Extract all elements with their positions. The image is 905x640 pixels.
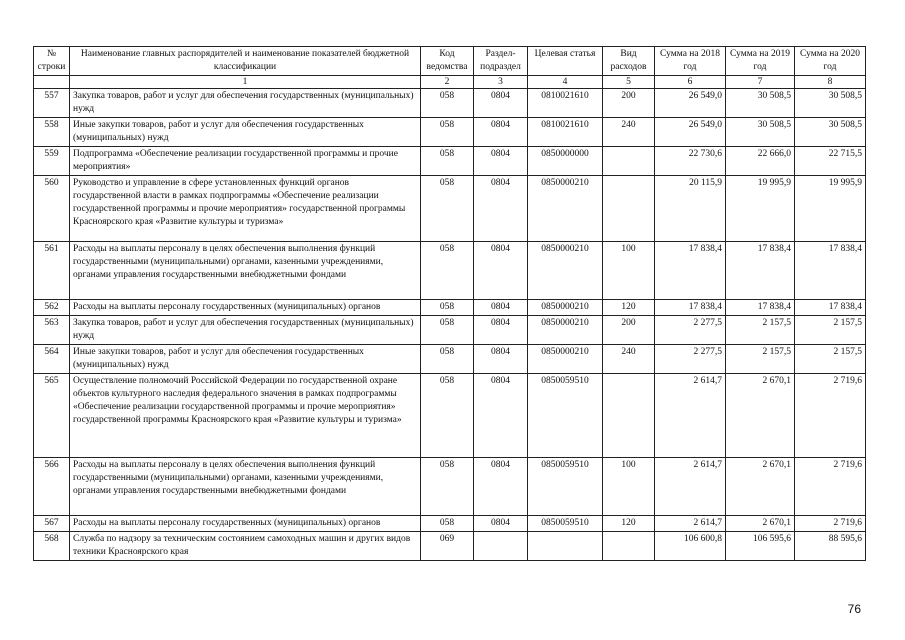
row-dept-code: 058	[421, 516, 474, 532]
row-target-code	[528, 532, 603, 561]
row-name: Расходы на выплаты персоналу в целях обеспечения выполнения функций государственными (муниципальными) органами, казенными учреждениями, органами управления государственными внебюджетными фондами	[70, 458, 421, 516]
row-expense-type	[603, 176, 655, 242]
row-number: 566	[34, 458, 70, 516]
row-sum-2020: 19 995,9	[795, 176, 866, 242]
row-sum-2020: 2 719,6	[795, 458, 866, 516]
row-sum-2018: 22 730,6	[655, 147, 726, 176]
header-type: Вид расходов	[603, 47, 655, 76]
row-sum-2019: 30 508,5	[726, 118, 795, 147]
row-target-code: 0850059510	[528, 374, 603, 458]
header-section: Раздел-подраздел	[474, 47, 528, 76]
row-sum-2018: 20 115,9	[655, 176, 726, 242]
table-row	[34, 89, 866, 118]
header-name: Наименование главных распорядителей и наименование показателей бюджетной классификации	[70, 47, 421, 76]
table-row	[34, 316, 866, 345]
row-sum-2020: 2 157,5	[795, 345, 866, 374]
row-sum-2018: 2 614,7	[655, 458, 726, 516]
row-target-code: 0850000210	[528, 176, 603, 242]
row-dept-code: 058	[421, 176, 474, 242]
row-sum-2019: 2 157,5	[726, 345, 795, 374]
row-expense-type: 100	[603, 242, 655, 300]
column-number: 4	[528, 76, 603, 89]
row-expense-type: 200	[603, 89, 655, 118]
row-name: Расходы на выплаты персоналу в целях обеспечения выполнения функций государственными (муниципальными) органами, казенными учреждениями, органами управления государственными внебюджетными фондами	[70, 242, 421, 300]
row-dept-code: 058	[421, 374, 474, 458]
column-number: 3	[474, 76, 528, 89]
row-target-code: 0850059510	[528, 516, 603, 532]
row-name: Осуществление полномочий Российской Федерации по государственной охране объектов культурного наследия федерального значения в рамках подпрограммы «Обеспечение реализации государственной программы и прочие мероприятия» государственной программы Красноярского края «Развитие культуры и туризма»	[70, 374, 421, 458]
row-section-code: 0804	[474, 316, 528, 345]
header-num: № строки	[34, 47, 70, 76]
row-section-code: 0804	[474, 345, 528, 374]
row-sum-2018: 17 838,4	[655, 300, 726, 316]
row-sum-2019: 2 670,1	[726, 516, 795, 532]
row-dept-code: 069	[421, 532, 474, 561]
row-number: 559	[34, 147, 70, 176]
row-sum-2018: 2 614,7	[655, 374, 726, 458]
row-number: 568	[34, 532, 70, 561]
row-target-code: 0810021610	[528, 118, 603, 147]
header-row	[34, 47, 866, 76]
row-section-code: 0804	[474, 176, 528, 242]
column-number: 2	[421, 76, 474, 89]
row-expense-type: 120	[603, 300, 655, 316]
column-number: 5	[603, 76, 655, 89]
row-sum-2020: 30 508,5	[795, 89, 866, 118]
header-target: Целевая статья	[528, 47, 603, 76]
row-name: Руководство и управление в сфере установленных функций органов государственной власти в рамках подпрограммы «Обеспечение реализации государственной программы и прочие мероприятия» государственной программы Красноярского края «Развитие культуры и туризма»	[70, 176, 421, 242]
row-sum-2019: 22 666,0	[726, 147, 795, 176]
row-sum-2019: 19 995,9	[726, 176, 795, 242]
row-dept-code: 058	[421, 242, 474, 300]
row-dept-code: 058	[421, 345, 474, 374]
row-target-code: 0810021610	[528, 89, 603, 118]
table-row	[34, 176, 866, 242]
row-sum-2020: 2 157,5	[795, 316, 866, 345]
row-name: Закупка товаров, работ и услуг для обеспечения государственных (муниципальных) нужд	[70, 89, 421, 118]
budget-table	[33, 46, 866, 561]
row-sum-2018: 2 614,7	[655, 516, 726, 532]
row-name: Закупка товаров, работ и услуг для обеспечения государственных (муниципальных) нужд	[70, 316, 421, 345]
row-section-code: 0804	[474, 118, 528, 147]
column-number: 1	[70, 76, 421, 89]
row-expense-type	[603, 532, 655, 561]
row-number: 560	[34, 176, 70, 242]
row-sum-2018: 17 838,4	[655, 242, 726, 300]
row-section-code: 0804	[474, 89, 528, 118]
row-target-code: 0850000000	[528, 147, 603, 176]
row-sum-2020: 17 838,4	[795, 300, 866, 316]
table-row	[34, 532, 866, 561]
row-section-code: 0804	[474, 516, 528, 532]
table-row	[34, 242, 866, 300]
row-number: 558	[34, 118, 70, 147]
header-dept: Код ведомства	[421, 47, 474, 76]
row-target-code: 0850000210	[528, 242, 603, 300]
row-expense-type: 240	[603, 345, 655, 374]
row-section-code: 0804	[474, 374, 528, 458]
row-expense-type: 240	[603, 118, 655, 147]
row-sum-2018: 26 549,0	[655, 118, 726, 147]
header-sum-2019: Сумма на 2019 год	[726, 47, 795, 76]
row-sum-2020: 30 508,5	[795, 118, 866, 147]
row-sum-2019: 30 508,5	[726, 89, 795, 118]
row-number: 557	[34, 89, 70, 118]
table-row	[34, 374, 866, 458]
row-number: 562	[34, 300, 70, 316]
table-row	[34, 118, 866, 147]
row-section-code: 0804	[474, 147, 528, 176]
row-section-code: 0804	[474, 242, 528, 300]
table-row	[34, 147, 866, 176]
row-name: Служба по надзору за техническим состоянием самоходных машин и других видов техники Красноярского края	[70, 532, 421, 561]
row-dept-code: 058	[421, 89, 474, 118]
table-row	[34, 345, 866, 374]
row-section-code: 0804	[474, 300, 528, 316]
header-sum-2020: Сумма на 2020 год	[795, 47, 866, 76]
row-target-code: 0850000210	[528, 300, 603, 316]
row-sum-2019: 2 670,1	[726, 374, 795, 458]
row-target-code: 0850000210	[528, 316, 603, 345]
row-sum-2020: 88 595,6	[795, 532, 866, 561]
table-row	[34, 300, 866, 316]
row-number: 567	[34, 516, 70, 532]
row-number: 563	[34, 316, 70, 345]
row-section-code	[474, 532, 528, 561]
row-expense-type: 200	[603, 316, 655, 345]
row-number: 564	[34, 345, 70, 374]
row-sum-2019: 106 595,6	[726, 532, 795, 561]
row-sum-2019: 2 670,1	[726, 458, 795, 516]
row-sum-2018: 2 277,5	[655, 345, 726, 374]
row-name: Подпрограмма «Обеспечение реализации государственной программы и прочие мероприятия»	[70, 147, 421, 176]
row-sum-2020: 22 715,5	[795, 147, 866, 176]
row-sum-2020: 17 838,4	[795, 242, 866, 300]
row-expense-type	[603, 147, 655, 176]
table-row	[34, 516, 866, 532]
row-sum-2018: 106 600,8	[655, 532, 726, 561]
row-target-code: 0850000210	[528, 345, 603, 374]
row-dept-code: 058	[421, 300, 474, 316]
row-sum-2019: 2 157,5	[726, 316, 795, 345]
table-row	[34, 458, 866, 516]
column-number	[34, 76, 70, 89]
header-sum-2018: Сумма на 2018 год	[655, 47, 726, 76]
row-dept-code: 058	[421, 316, 474, 345]
row-sum-2018: 26 549,0	[655, 89, 726, 118]
row-expense-type: 100	[603, 458, 655, 516]
column-number-row	[34, 76, 866, 89]
column-number: 6	[655, 76, 726, 89]
row-expense-type: 120	[603, 516, 655, 532]
row-dept-code: 058	[421, 458, 474, 516]
row-name: Расходы на выплаты персоналу государственных (муниципальных) органов	[70, 516, 421, 532]
row-name: Расходы на выплаты персоналу государственных (муниципальных) органов	[70, 300, 421, 316]
row-sum-2019: 17 838,4	[726, 242, 795, 300]
row-dept-code: 058	[421, 118, 474, 147]
row-sum-2020: 2 719,6	[795, 516, 866, 532]
row-dept-code: 058	[421, 147, 474, 176]
column-number: 7	[726, 76, 795, 89]
row-target-code: 0850059510	[528, 458, 603, 516]
row-sum-2019: 17 838,4	[726, 300, 795, 316]
row-sum-2020: 2 719,6	[795, 374, 866, 458]
row-name: Иные закупки товаров, работ и услуг для обеспечения государственных (муниципальных) нужд	[70, 118, 421, 147]
row-number: 565	[34, 374, 70, 458]
row-section-code: 0804	[474, 458, 528, 516]
column-number: 8	[795, 76, 866, 89]
row-expense-type	[603, 374, 655, 458]
row-number: 561	[34, 242, 70, 300]
page-number: 76	[847, 602, 861, 616]
row-sum-2018: 2 277,5	[655, 316, 726, 345]
row-name: Иные закупки товаров, работ и услуг для обеспечения государственных (муниципальных) нужд	[70, 345, 421, 374]
